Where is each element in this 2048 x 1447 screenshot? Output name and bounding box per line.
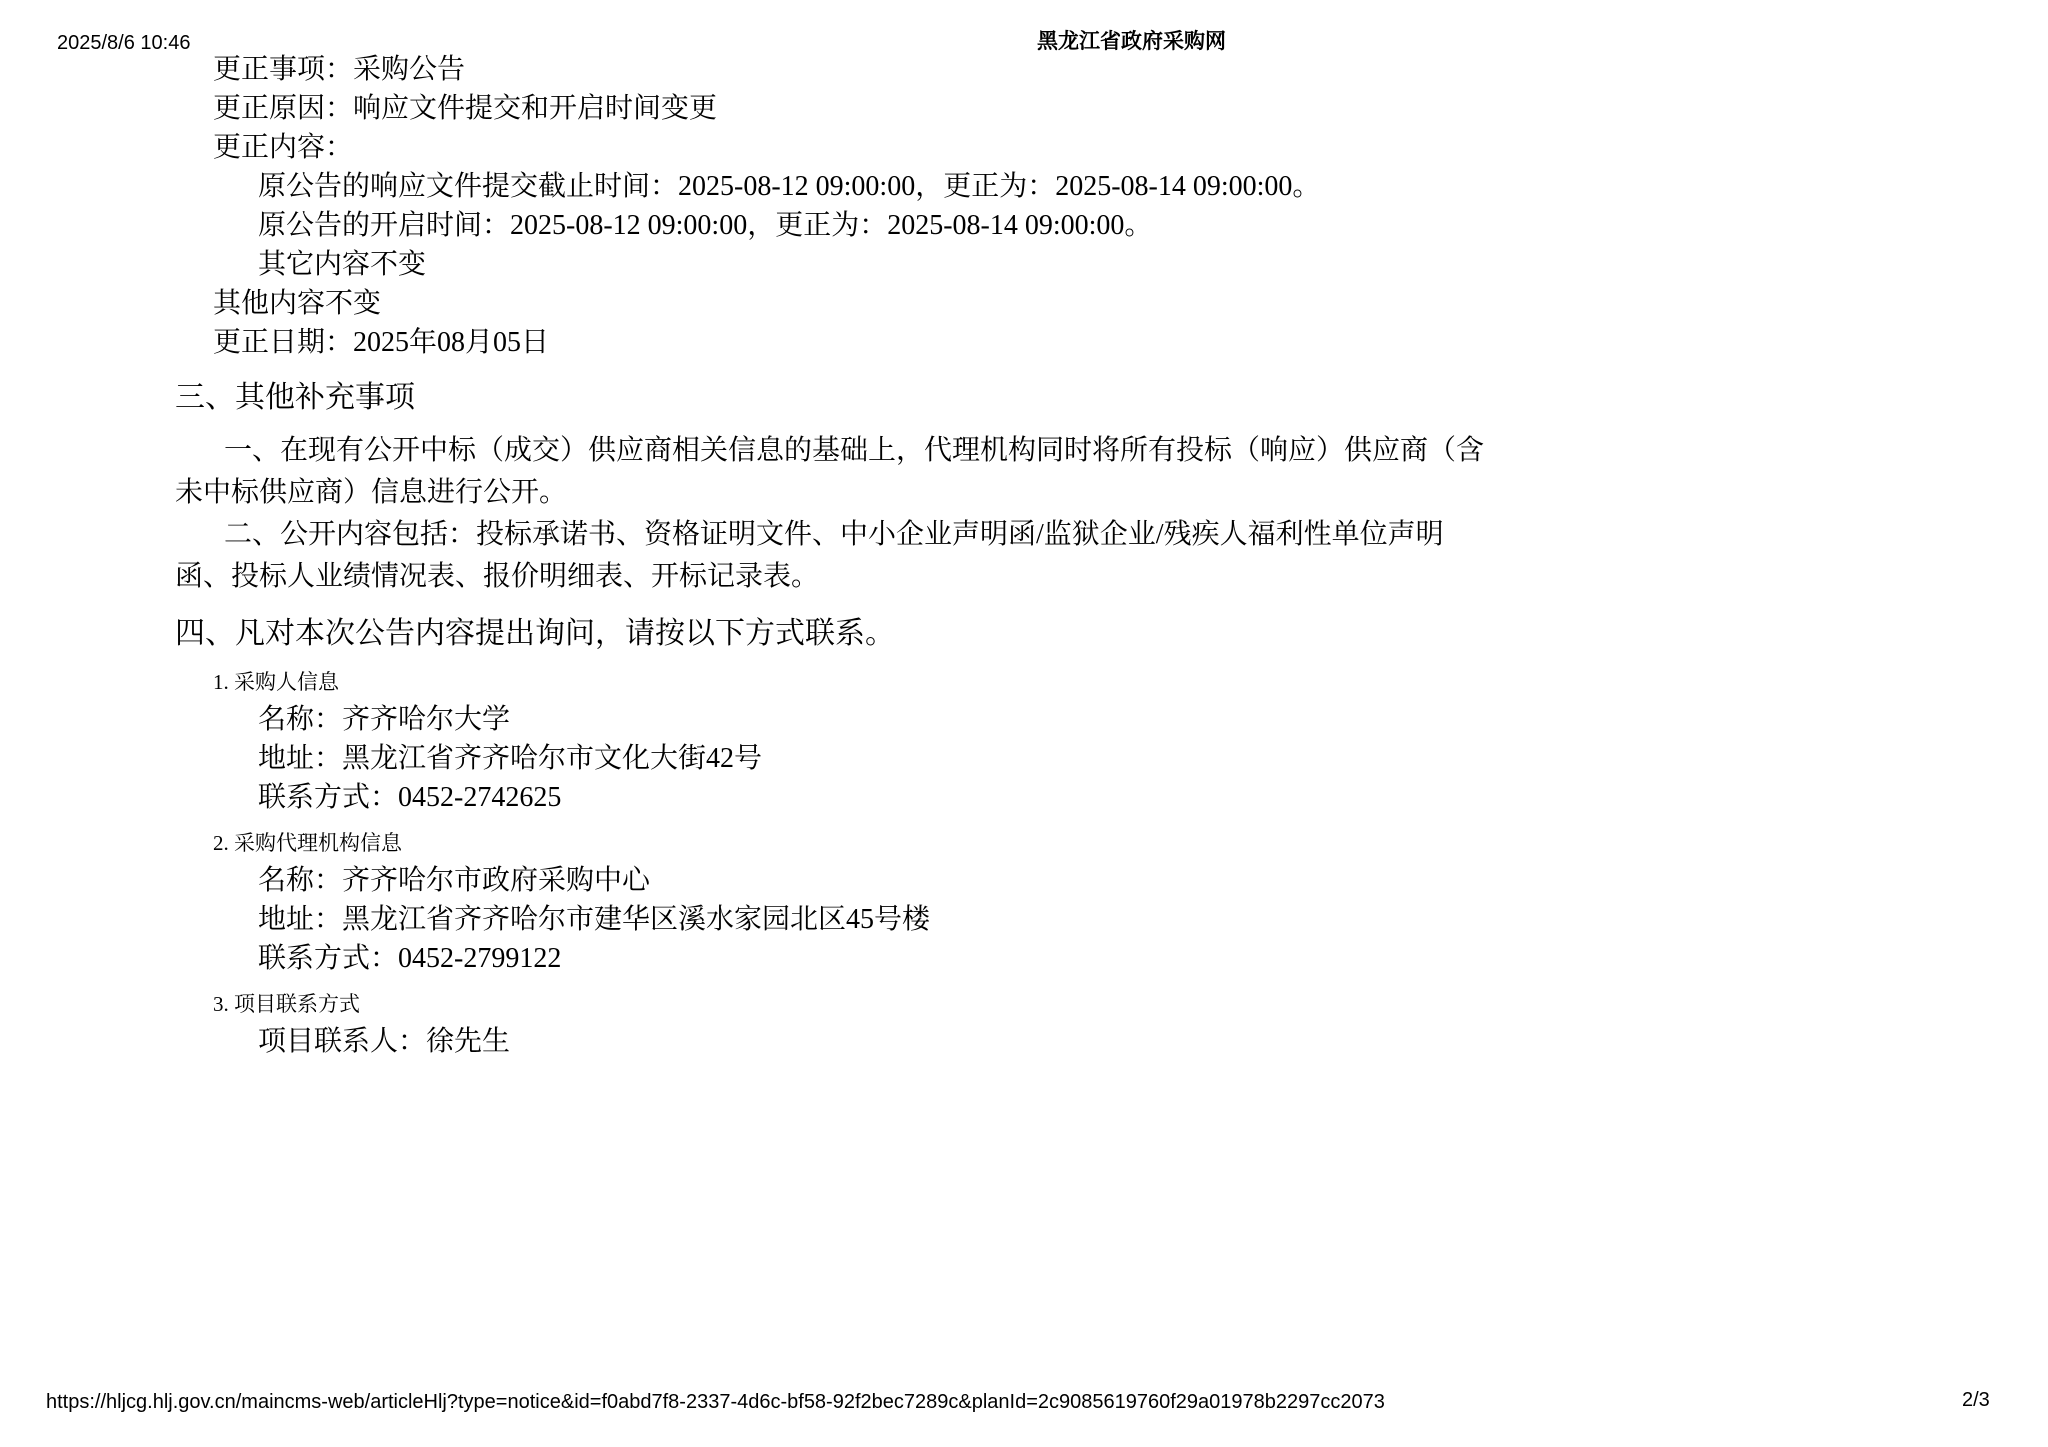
document-body	[175, 50, 1875, 1061]
purchaser-address-line: 地址：黑龙江省齐齐哈尔市文化大街42号	[258, 743, 763, 774]
source-url: https://hljcg.hlj.gov.cn/maincms-web/articleHlj?type=notice&id=f0abd7f8-2337-4d6c-bf58-92f2bec7289c&planId=2c9085619760f29a01978b2297cc2073	[46, 1391, 1385, 1413]
supplement-paragraph-2-line: 二、公开内容包括：投标承诺书、资格证明文件、中小企业声明函/监狱企业/残疾人福利性单位声明	[224, 519, 1444, 550]
site-title: 黑龙江省政府采购网	[1037, 30, 1226, 53]
print-timestamp: 2025/8/6 10:46	[57, 32, 191, 54]
correction-reason-line: 更正原因：响应文件提交和开启时间变更	[213, 93, 718, 124]
supplement-paragraph-2-line: 函、投标人业绩情况表、报价明细表、开标记录表。	[175, 561, 820, 592]
purchaser-phone-line: 联系方式：0452-2742625	[258, 782, 562, 813]
agency-phone-line: 联系方式：0452-2799122	[258, 943, 562, 974]
correction-date-line: 更正日期：2025年08月05日	[213, 327, 550, 358]
agency-address-line: 地址：黑龙江省齐齐哈尔市建华区溪水家园北区45号楼	[258, 904, 931, 935]
supplement-paragraph-1-line: 未中标供应商）信息进行公开。	[175, 477, 568, 508]
section-3-heading: 三、其他补充事项	[175, 381, 415, 414]
supplement-paragraph-1-line: 一、在现有公开中标（成交）供应商相关信息的基础上，代理机构同时将所有投标（响应）供应商（含	[224, 435, 1485, 466]
agency-name-line: 名称：齐齐哈尔市政府采购中心	[258, 865, 651, 896]
correction-content-label: 更正内容：	[213, 132, 354, 163]
correction-detail-line: 其它内容不变	[258, 249, 427, 280]
contact-group-label-purchaser: 1. 采购人信息	[213, 670, 339, 694]
project-contact-person-line: 项目联系人：徐先生	[258, 1026, 511, 1057]
correction-item-line: 更正事项：采购公告	[213, 54, 466, 85]
contact-group-label-project: 3. 项目联系方式	[213, 992, 360, 1016]
purchaser-name-line: 名称：齐齐哈尔大学	[258, 704, 511, 735]
correction-detail-line: 原公告的响应文件提交截止时间：2025-08-12 09:00:00，更正为：2025-08-14 09:00:00。	[258, 171, 1321, 202]
correction-others-unchanged-line: 其他内容不变	[213, 288, 382, 319]
page-number: 2/3	[1962, 1389, 1990, 1411]
section-4-heading: 四、凡对本次公告内容提出询问，请按以下方式联系。	[175, 617, 895, 650]
contact-group-label-agency: 2. 采购代理机构信息	[213, 831, 402, 855]
correction-detail-line: 原公告的开启时间：2025-08-12 09:00:00，更正为：2025-08-14 09:00:00。	[258, 210, 1153, 241]
